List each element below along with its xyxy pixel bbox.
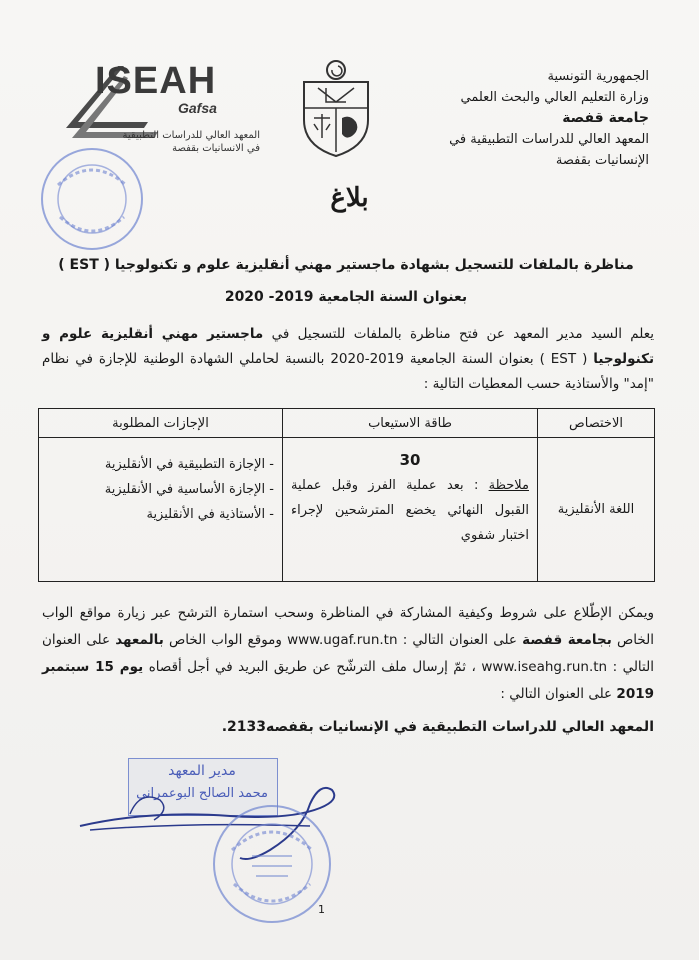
announcement-title: بلاغ	[330, 183, 369, 213]
university-url-link[interactable]: www.ugaf.run.tn	[287, 632, 398, 648]
required-item: - الأستاذية في الأنقليزية	[146, 507, 274, 522]
required-item: - الإجازة الأساسية في الأنقليزية	[104, 482, 274, 497]
subject-line2: بعنوان السنة الجامعية 2019- 2020	[224, 289, 468, 305]
details-text: وموقع الواب الخاص	[168, 632, 282, 648]
page-number: 1	[318, 903, 325, 916]
cell-capacity	[283, 438, 538, 582]
admission-table	[38, 408, 655, 582]
required-item: - الإجازة التطبيقية في الأنقليزية	[104, 457, 274, 472]
header-line-ministry: وزارة التعليم العالي والبحث العلمي	[460, 90, 649, 105]
cell-required	[39, 438, 283, 582]
director-title: مدير المعهد	[168, 763, 236, 779]
note-label: ملاحظة	[488, 478, 529, 493]
details-paragraph	[42, 600, 654, 708]
details-text: على العنوان التالي :	[42, 632, 654, 675]
logo-arabic-line1: المعهد العالي للدراسات التطبيقية	[122, 130, 260, 141]
header-required: الإجازات المطلوبة	[39, 409, 283, 438]
cell-specialty: اللغة الأنقليزية	[538, 438, 655, 582]
tunisia-coat-of-arms-icon	[296, 58, 376, 158]
note-text: : بعد عملية الفرز وقبل عملية القبول النهائي يخضع المترشحين لإجراء اختبار شفوي	[291, 478, 529, 543]
table-row	[39, 438, 655, 582]
header-specialty: الاختصاص	[538, 409, 655, 438]
intro-program: ماجستير مهني أنقليزية علوم و تكنولوجيا	[42, 326, 655, 367]
postal-address: المعهد العالي للدراسات التطبيقية في الإنسانيات بقفصه2133.	[221, 719, 654, 735]
details-text: ويمكن الإطّلاع على شروط وكيفية المشاركة في المناظرة وسحب استمارة الترشح عبر زيارة مواقع الواب الخاص	[42, 605, 654, 648]
details-text: على العنوان التالي :	[402, 632, 517, 648]
header-capacity: طاقة الاستيعاب	[283, 409, 538, 438]
deadline-date: يوم 15 سبتمبر 2019	[42, 659, 654, 702]
logo-city: Gafsa	[178, 100, 217, 116]
header-line-university: جامعة قفصة	[562, 110, 649, 126]
logo-name: ISEAH	[95, 60, 217, 102]
logo-arabic-line2: في الانسانيات بقفصة	[172, 143, 260, 154]
institution-header	[409, 66, 649, 171]
header-line-institute-city: الإنسانيات بقفصة	[555, 153, 649, 168]
header-line-republic: الجمهورية التونسية	[547, 69, 649, 84]
capacity-note	[291, 473, 529, 548]
intro-paragraph	[42, 322, 654, 397]
intro-part2: ( EST ) بعنوان السنة الجامعية 2019-2020 بالنسبة لحاملي الشهادة الوطنية للإجازة في نظام "إمد" والأستاذية حسب المعطيات التالية :	[42, 351, 654, 392]
institution-stamp-icon	[208, 800, 336, 928]
details-text: ، ثمّ إرسال ملف الترشّح عن طريق البريد في أجل أقصاه	[148, 659, 476, 675]
subject-line1: مناظرة بالملفات للتسجيل بشهادة ماجستير مهني أنقليزية علوم و تكنولوجيا ( EST )	[58, 257, 634, 273]
capacity-value: 30	[399, 451, 421, 469]
institute-url-link[interactable]: www.iseahg.run.tn	[481, 659, 608, 675]
table-header-row	[39, 409, 655, 438]
header-line-institute: المعهد العالي للدراسات التطبيقية في	[449, 132, 649, 147]
institute-word: بالمعهد	[115, 632, 164, 648]
university-name: بجامعة قفصة	[522, 632, 612, 648]
intro-part1: يعلم السيد مدير المعهد عن فتح مناظرة بالملفات للتسجيل في	[271, 326, 655, 342]
details-text: على العنوان التالي :	[500, 686, 613, 702]
director-name: محمد الصالح البوعمراني	[136, 786, 268, 801]
